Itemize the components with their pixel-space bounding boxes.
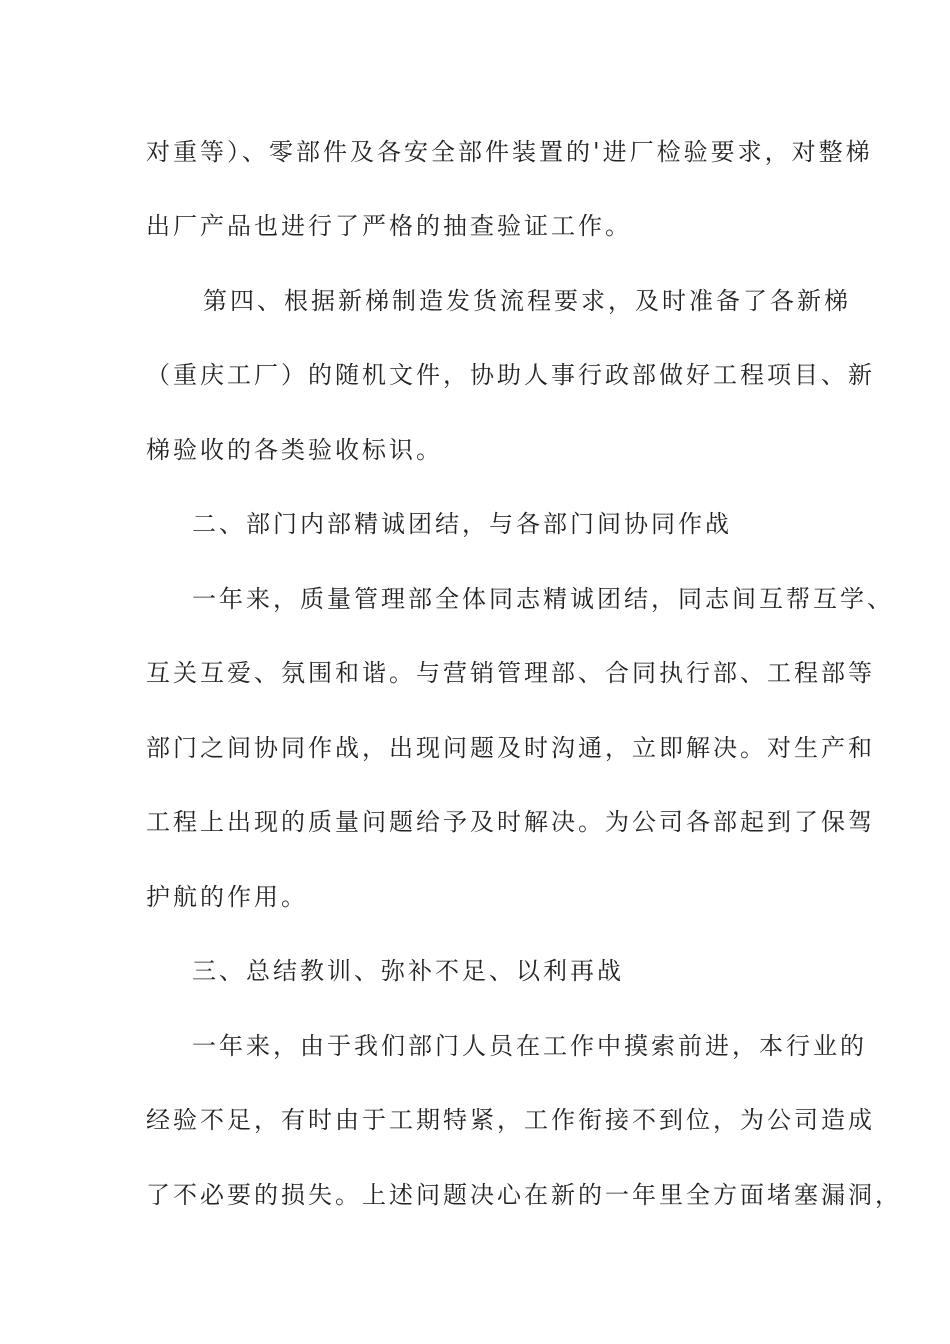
paragraph-line: 工程上出现的质量问题给予及时解决。为公司各部起到了保驾 [146,808,875,836]
paragraph-line: 梯验收的各类验收标识。 [146,436,443,464]
paragraph-line: 对重等）、零部件及各安全部件装置的'进厂检验要求，对整梯 [146,138,873,166]
paragraph-line: 互关互爱、氛围和谐。与营销管理部、合同执行部、工程部等 [146,659,875,687]
paragraph-line: 一年来，质量管理部全体同志精诚团结，同志间互帮互学、 [192,585,894,613]
paragraph-line: （重庆工厂）的随机文件，协助人事行政部做好工程项目、新 [146,361,875,389]
paragraph-line: 第四、根据新梯制造发货流程要求，及时准备了各新梯 [203,287,851,315]
paragraph-line: 一年来，由于我们部门人员在工作中摸索前进，本行业的 [192,1032,867,1060]
paragraph-line: 经验不足，有时由于工期特紧，工作衔接不到位，为公司造成 [146,1106,875,1134]
paragraph-line: 出厂产品也进行了严格的抽查验证工作。 [146,212,632,240]
section-heading: 三、总结教训、弥补不足、以利再战 [192,957,624,985]
paragraph-line: 部门之间协同作战，出现问题及时沟通，立即解决。对生产和 [146,734,875,762]
paragraph-line: 了不必要的损失。上述问题决心在新的一年里全方面堵塞漏洞， [146,1181,902,1209]
paragraph-line: 护航的作用。 [146,883,308,911]
section-heading: 二、部门内部精诚团结，与各部门间协同作战 [192,510,732,538]
